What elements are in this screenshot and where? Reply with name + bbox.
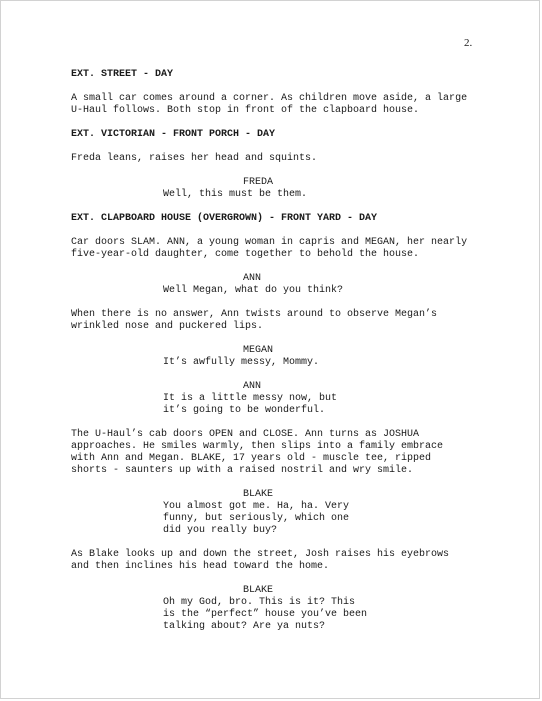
action-line: When there is no answer, Ann twists around to observe Megan’s: [71, 309, 438, 320]
dialogue-line: is the “perfect” house you’ve been: [163, 609, 368, 620]
page-number: 2.: [464, 37, 473, 49]
dialogue-line: Well Megan, what do you think?: [163, 285, 344, 296]
dialogue-line: It’s awfully messy, Mommy.: [163, 357, 320, 368]
action-line: A small car comes around a corner. As children move aside, a large: [71, 93, 468, 104]
action-paragraph: [71, 549, 501, 573]
scene-heading: EXT. VICTORIAN - FRONT PORCH - DAY: [71, 129, 276, 140]
action-paragraph: [71, 309, 501, 333]
dialogue-block: [71, 345, 501, 369]
action-line: Freda leans, raises her head and squints.: [71, 153, 318, 164]
action-line: and then inclines his head toward the home.: [71, 561, 330, 572]
character-name: BLAKE: [243, 585, 274, 596]
dialogue-line: You almost got me. Ha, ha. Very: [163, 501, 350, 512]
action-line: with Ann and Megan. BLAKE, 17 years old - muscle tee, ripped: [71, 453, 432, 464]
scene-heading: EXT. STREET - DAY: [71, 69, 174, 80]
script-body: [71, 69, 501, 645]
dialogue-line: It is a little messy now, but: [163, 393, 338, 404]
scene-heading: EXT. CLAPBOARD HOUSE (OVERGROWN) - FRONT YARD - DAY: [71, 213, 378, 224]
action-line: shorts - saunters up with a raised nostril and wry smile.: [71, 465, 414, 476]
dialogue-line: Oh my God, bro. This is it? This: [163, 597, 356, 608]
action-line: approaches. He smiles warmly, then slips into a family embrace: [71, 441, 444, 452]
action-paragraph: [71, 429, 501, 477]
action-line: As Blake looks up and down the street, Josh raises his eyebrows: [71, 549, 450, 560]
character-name: FREDA: [243, 177, 274, 188]
dialogue-block: [71, 489, 501, 537]
character-name: ANN: [243, 273, 262, 284]
dialogue-line: talking about? Are ya nuts?: [163, 621, 326, 632]
dialogue-line: it’s going to be wonderful.: [163, 405, 326, 416]
action-paragraph: [71, 93, 501, 117]
action-line: wrinkled nose and puckered lips.: [71, 321, 264, 332]
dialogue-line: Well, this must be them.: [163, 189, 308, 200]
action-paragraph: [71, 237, 501, 261]
action-line: U-Haul follows. Both stop in front of the clapboard house.: [71, 105, 420, 116]
character-name: MEGAN: [243, 345, 274, 356]
action-line: five-year-old daughter, come together to behold the house.: [71, 249, 420, 260]
character-name: ANN: [243, 381, 262, 392]
action-paragraph: [71, 153, 501, 165]
dialogue-block: [71, 273, 501, 297]
dialogue-line: funny, but seriously, which one: [163, 513, 350, 524]
dialogue-block: [71, 585, 501, 633]
dialogue-block: [71, 177, 501, 201]
action-line: The U-Haul’s cab doors OPEN and CLOSE. Ann turns as JOSHUA: [71, 429, 420, 440]
action-line: Car doors SLAM. ANN, a young woman in capris and MEGAN, her nearly: [71, 237, 468, 248]
character-name: BLAKE: [243, 489, 274, 500]
dialogue-line: did you really buy?: [163, 525, 278, 536]
dialogue-block: [71, 381, 501, 417]
